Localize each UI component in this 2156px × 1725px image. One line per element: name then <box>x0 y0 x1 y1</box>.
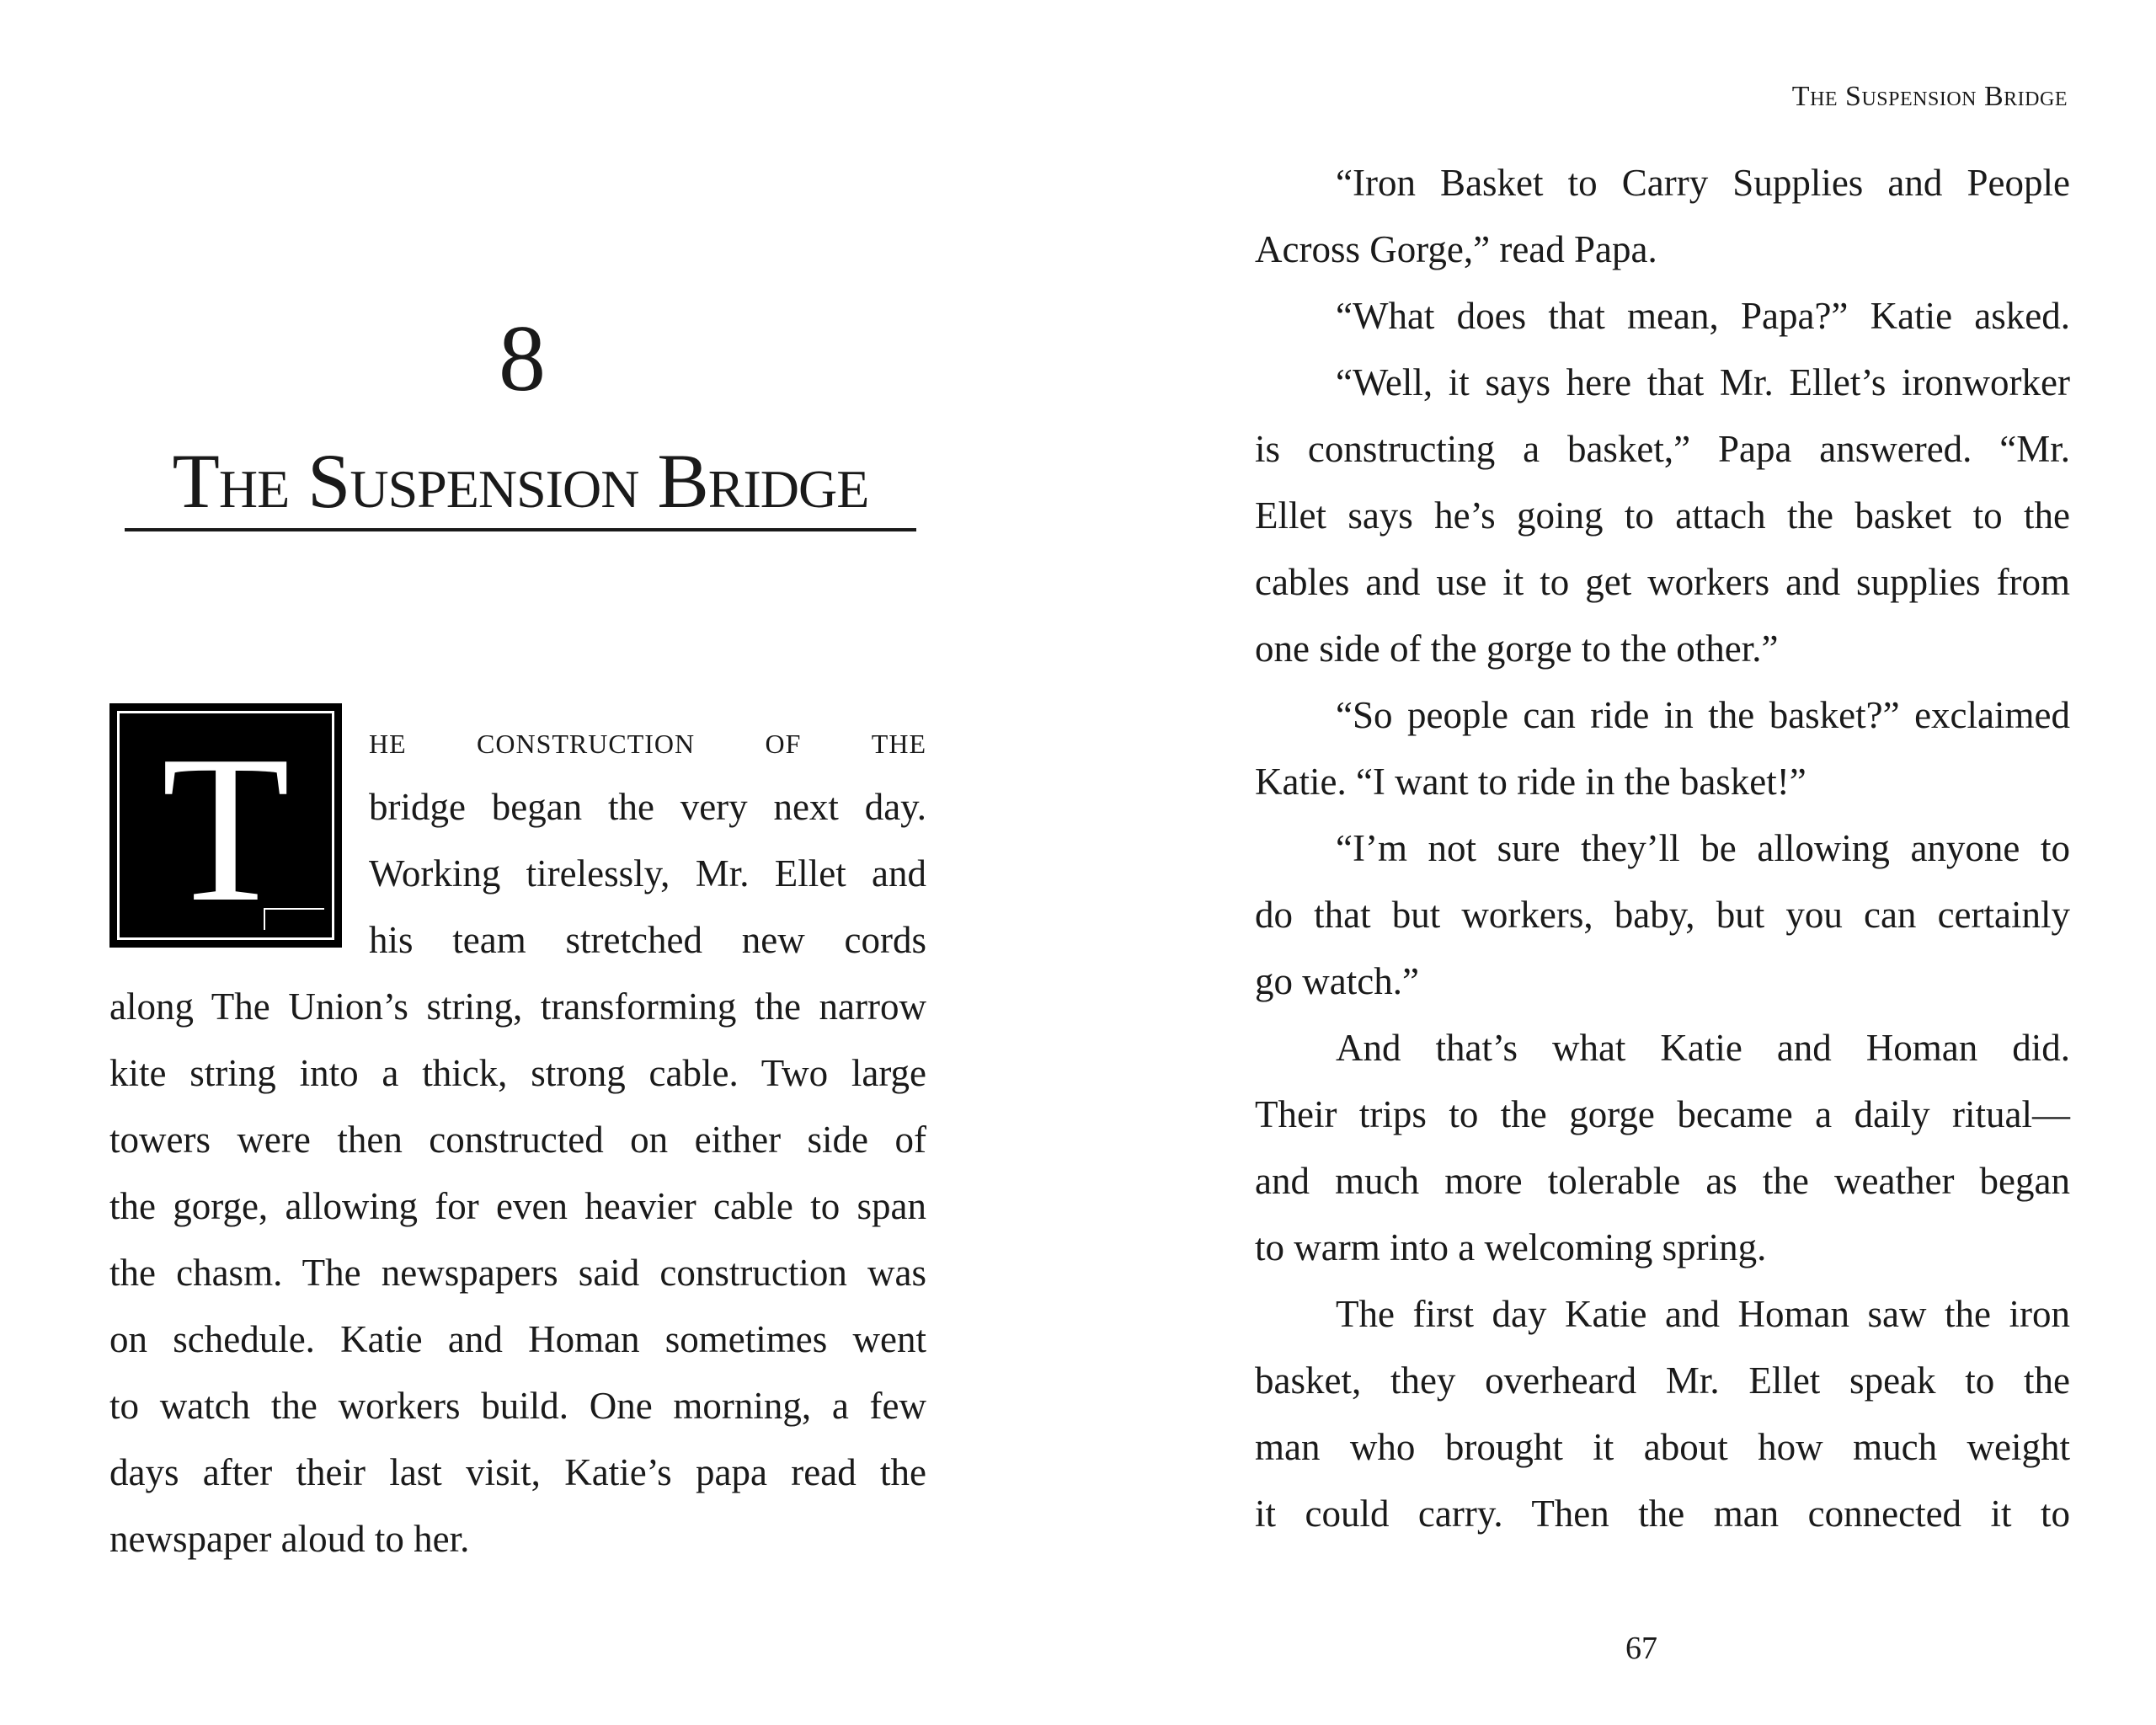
text-line: the gorge, allowing for even heavier cable to span <box>109 1185 926 1227</box>
text-line: kite string into a thick, strong cable. Two large <box>109 1052 926 1094</box>
text-line: Their trips to the gorge became a daily ritual— <box>1255 1093 2070 1135</box>
opening-paragraph-body <box>109 974 926 1573</box>
text-line: bridge began the very next day. <box>369 786 926 828</box>
text-line: towers were then constructed on either side of <box>109 1119 926 1161</box>
text-line: to warm into a welcoming spring. <box>1255 1226 1767 1268</box>
text-line: cables and use it to get workers and supplies from <box>1255 561 2070 603</box>
text-line: Katie. “I want to ride in the basket!” <box>1255 761 1806 803</box>
text-line: And that’s what Katie and Homan did. <box>1336 1027 2070 1069</box>
drop-cap-ornament <box>264 908 324 930</box>
text-line: go watch.” <box>1255 960 1419 1002</box>
text-line: “What does that mean, Papa?” Katie asked. <box>1336 295 2070 337</box>
text-line: “Well, it says here that Mr. Ellet’s ironworker <box>1336 361 2070 403</box>
opening-paragraph-lead <box>369 708 926 974</box>
text-line: along The Union’s string, transforming the narrow <box>109 985 926 1028</box>
text-line: The first day Katie and Homan saw the iron <box>1336 1293 2070 1335</box>
text-line: basket, they overheard Mr. Ellet speak to the <box>1255 1359 2070 1402</box>
text-line: newspaper aloud to her. <box>109 1518 470 1560</box>
chapter-number: 8 <box>499 307 546 411</box>
text-line: Across Gorge,” read Papa. <box>1255 228 1657 270</box>
text-line: he construction of the <box>369 719 926 761</box>
text-line: do that but workers, baby, but you can certainly <box>1255 894 2070 936</box>
drop-cap <box>109 703 342 948</box>
text-line: “Iron Basket to Carry Supplies and People <box>1336 162 2070 204</box>
text-line: it could carry. Then the man connected it to <box>1255 1493 2070 1535</box>
text-line: and much more tolerable as the weather began <box>1255 1160 2070 1202</box>
text-line: to watch the workers build. One morning, a few <box>109 1385 926 1427</box>
running-head: The Suspension Bridge <box>1791 81 2068 112</box>
text-line: his team stretched new cords <box>369 919 926 961</box>
text-line: one side of the gorge to the other.” <box>1255 628 1779 670</box>
text-line: “So people can ride in the basket?” exclaimed <box>1336 694 2070 736</box>
text-line: the chasm. The newspapers said construction was <box>109 1252 926 1294</box>
text-line: man who brought it about how much weight <box>1255 1426 2070 1468</box>
right-page-text <box>1255 150 2070 1547</box>
text-line: “I’m not sure they’ll be allowing anyone to <box>1336 827 2070 869</box>
page-number: 67 <box>1625 1631 1657 1666</box>
drop-cap-letter: T <box>161 713 291 946</box>
text-line: on schedule. Katie and Homan sometimes went <box>109 1318 926 1360</box>
text-line: is constructing a basket,” Papa answered. “Mr. <box>1255 428 2070 470</box>
chapter-title: The Suspension Bridge <box>125 442 916 531</box>
text-line: Ellet says he’s going to attach the basket to the <box>1255 494 2070 537</box>
text-line: Working tirelessly, Mr. Ellet and <box>369 852 926 895</box>
text-line: days after their last visit, Katie’s papa read the <box>109 1451 926 1493</box>
